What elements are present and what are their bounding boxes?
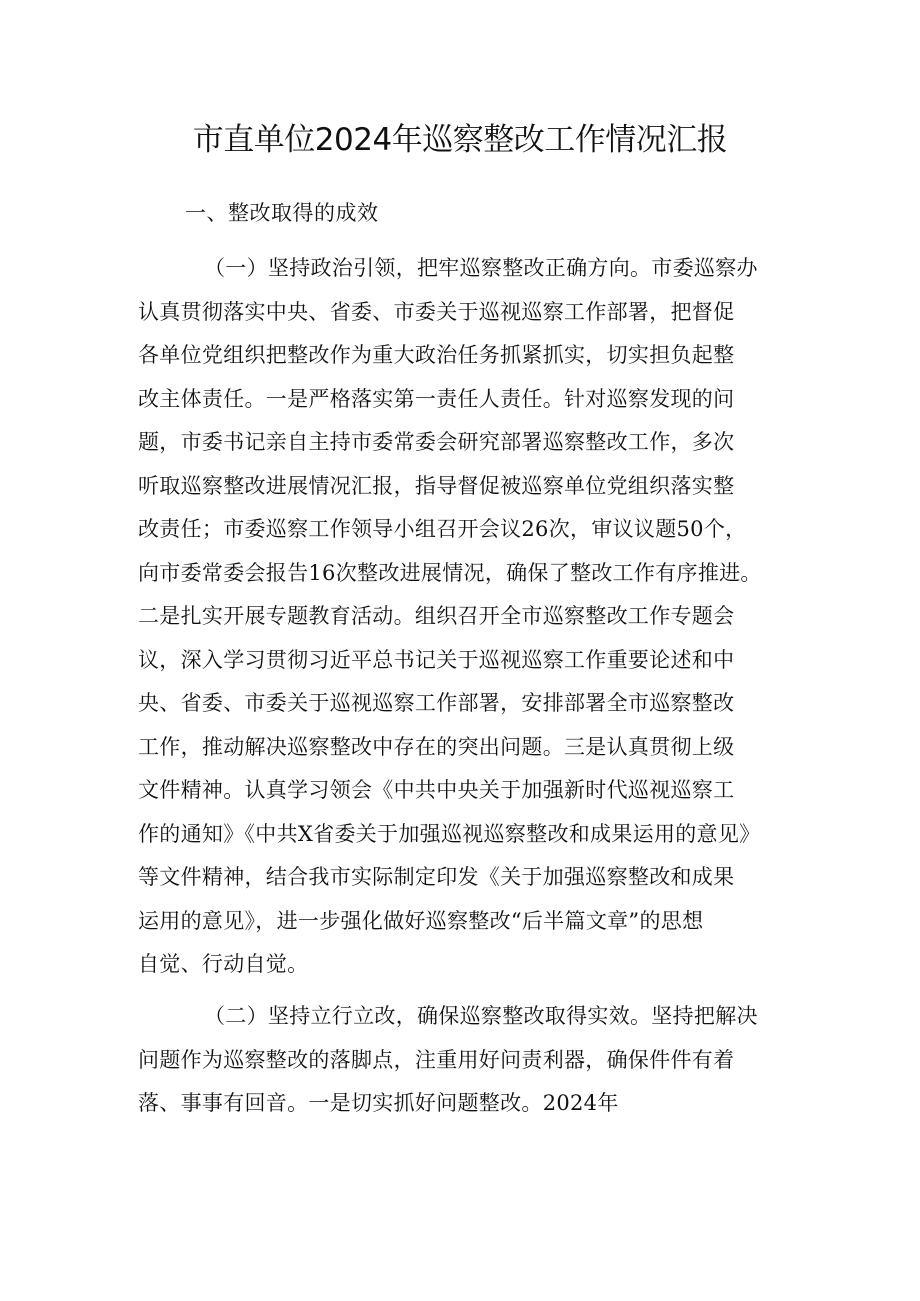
paragraph-line: 等文件精神，结合我市实际制定印发《关于加强巡察整改和成果 <box>138 865 735 889</box>
paragraph-line: 认真贯彻落实中央、省委、市委关于巡视巡察工作部署，把督促 <box>138 299 735 324</box>
paragraph-line: 运用的意见》，进一步强化做好巡察整改“后半篇文章”的思想 <box>138 908 704 933</box>
paragraph-line: 听取巡察整改进展情况汇报，指导督促被巡察单位党组织落实整 <box>138 473 735 498</box>
paragraph-line: 问题作为巡察整改的落脚点，注重用好问责利器，确保件件有着 <box>138 1047 735 1072</box>
paragraph-line: 央、省委、市委关于巡视巡察工作部署，安排部署全市巡察整改 <box>138 691 735 715</box>
paragraph-line: 文件精神。认真学习领会《中共中央关于加强新时代巡视巡察工 <box>138 778 735 802</box>
paragraph-line: 各单位党组织把整改作为重大政治任务抓紧抓实，切实担负起整 <box>138 343 735 367</box>
paragraph-2 <box>138 995 788 1126</box>
section-heading: 一、整改取得的成效 <box>185 201 379 225</box>
document-title: 市直单位2024年巡察整改工作情况汇报 <box>192 122 728 158</box>
paragraph-line: 题，市委书记亲自主持市委常委会研究部署巡察整改工作，多次 <box>138 430 735 454</box>
paragraph-line: 作的通知》《中共X省委关于加强巡视巡察整改和成果运用的意见》 <box>138 821 761 846</box>
paragraph-line: 议，深入学习贯彻习近平总书记关于巡视巡察工作重要论述和中 <box>138 647 735 672</box>
paragraph-line: 二是扎实开展专题教育活动。组织召开全市巡察整改工作专题会 <box>138 604 735 628</box>
paragraph-line: 落、事事有回音。一是切实抓好问题整改。2024年 <box>138 1091 619 1115</box>
paragraph-line: （一）坚持政治引领，把牢巡察整改正确方向。市委巡察办 <box>204 256 758 280</box>
paragraph-line: 工作，推动解决巡察整改中存在的突出问题。三是认真贯彻上级 <box>138 734 735 759</box>
paragraph-line: 向市委常委会报告16次整改进展情况，确保了整改工作有序推进。 <box>138 560 762 585</box>
paragraph-line: 改责任；市委巡察工作领导小组召开会议26次，审议议题50个， <box>138 517 747 541</box>
paragraph-line: （二）坚持立行立改，确保巡察整改取得实效。坚持把解决 <box>204 1004 758 1028</box>
paragraph-line: 改主体责任。一是严格落实第一责任人责任。针对巡察发现的问 <box>138 386 735 411</box>
paragraph-line: 自觉、行动自觉。 <box>138 952 309 976</box>
paragraph-1 <box>138 247 788 987</box>
